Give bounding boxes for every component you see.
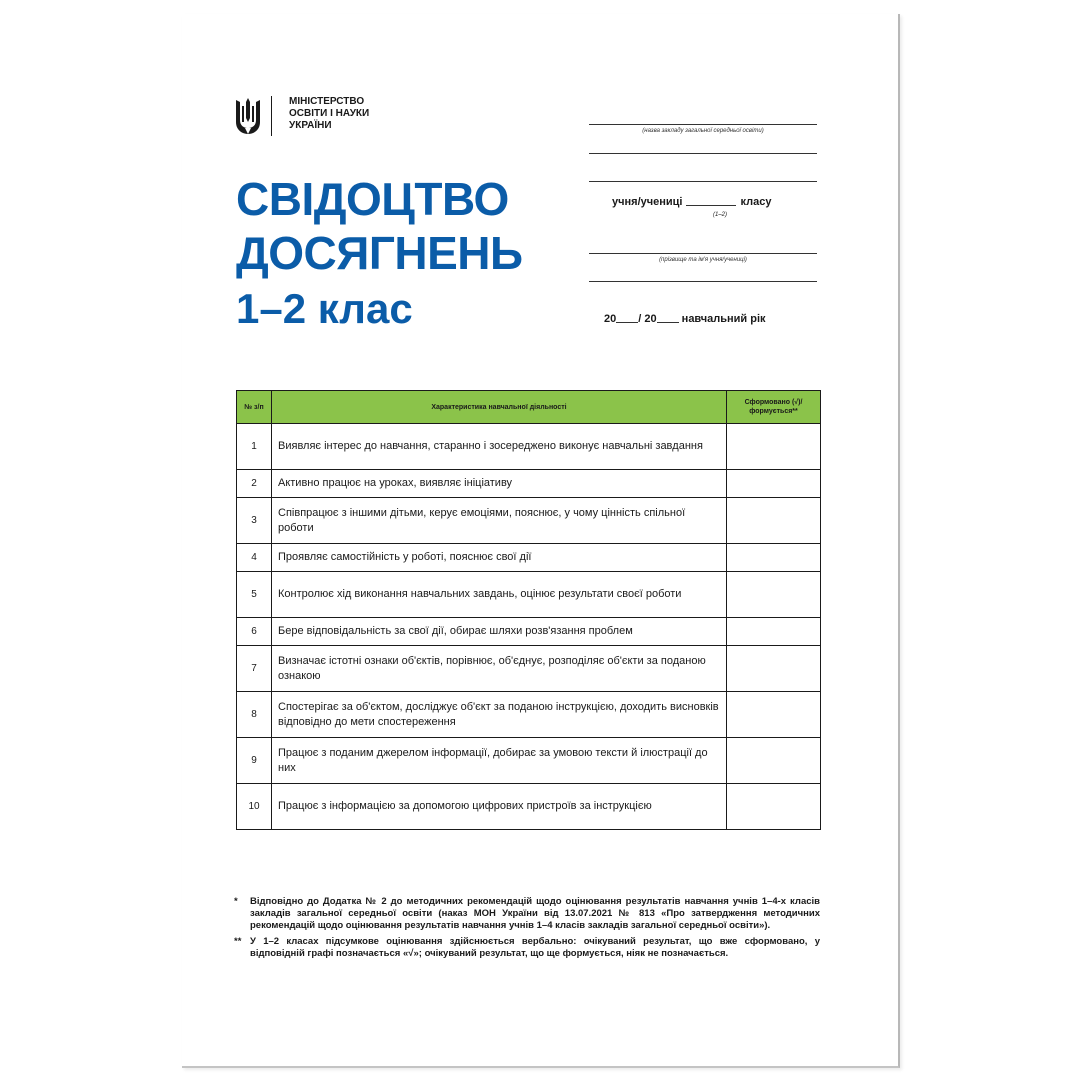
footnotes bbox=[234, 896, 820, 964]
row-mark-cell[interactable] bbox=[727, 692, 821, 738]
grade-title: 1–2 клас bbox=[236, 285, 413, 332]
footnote-mark: * bbox=[234, 896, 238, 907]
row-number: 5 bbox=[237, 572, 272, 618]
table-row bbox=[237, 498, 821, 544]
ministry-line: ОСВІТИ І НАУКИ bbox=[289, 108, 370, 119]
row-text: Спостерігає за об'єктом, досліджує об'єкт за поданою інструкцією, доходить висновків відповідно до мети спостереження bbox=[272, 692, 727, 738]
year-blank-2[interactable] bbox=[657, 322, 679, 323]
row-mark-cell[interactable] bbox=[727, 618, 821, 646]
ministry-name bbox=[289, 96, 369, 132]
table-row bbox=[237, 738, 821, 784]
row-text: Працює з інформацією за допомогою цифрових пристроїв за інструкцією bbox=[272, 784, 727, 830]
footnote bbox=[234, 936, 820, 960]
row-number: 1 bbox=[237, 424, 272, 470]
row-number: 2 bbox=[237, 470, 272, 498]
row-mark-cell[interactable] bbox=[727, 424, 821, 470]
class-label: класу bbox=[740, 196, 772, 208]
row-text: Визначає істотні ознаки об'єктів, порівнює, об'єднує, розподіляє об'єкти за поданою ознакою bbox=[272, 646, 727, 692]
row-mark-cell[interactable] bbox=[727, 498, 821, 544]
header-number: № з/п bbox=[237, 391, 272, 424]
row-mark-cell[interactable] bbox=[727, 784, 821, 830]
school-year-field bbox=[604, 313, 766, 325]
row-number: 6 bbox=[237, 618, 272, 646]
footnote-mark: ** bbox=[234, 936, 242, 947]
row-text: Працює з поданим джерелом інформації, добирає за умовою тексти й ілюстрації до них bbox=[272, 738, 727, 784]
row-mark-cell[interactable] bbox=[727, 738, 821, 784]
school-line-1 bbox=[589, 124, 817, 125]
row-number: 3 bbox=[237, 498, 272, 544]
footnote bbox=[234, 896, 820, 932]
row-mark-cell[interactable] bbox=[727, 646, 821, 692]
emblem-divider bbox=[271, 96, 272, 136]
row-mark-cell[interactable] bbox=[727, 544, 821, 572]
year-separator: / 20 bbox=[638, 313, 657, 325]
title-line: ДОСЯГНЕНЬ bbox=[236, 227, 523, 279]
footnote-text: Відповідно до Додатка № 2 до методичних рекомендацій щодо оцінювання результатів навчання учнів 1–4-х класів закладів загальної середньої освіти (наказ МОН України від 13.07.2021 № 813 «Про затвердження методичних рекомендацій щодо оцінювання результатів навчання учнів 1–4 класів закладів загальної середньої освіти»). bbox=[250, 896, 820, 931]
school-line-2 bbox=[589, 153, 817, 154]
title-line: СВІДОЦТВО bbox=[236, 173, 509, 225]
name-line-2 bbox=[589, 281, 817, 282]
year-label: навчальний рік bbox=[681, 313, 766, 325]
row-text: Бере відповідальність за свої дії, обирає шляхи розв'язання проблем bbox=[272, 618, 727, 646]
row-number: 4 bbox=[237, 544, 272, 572]
table-row bbox=[237, 692, 821, 738]
name-line bbox=[589, 253, 817, 254]
row-number: 9 bbox=[237, 738, 272, 784]
row-text: Співпрацює з іншими дітьми, керує емоціями, пояснює, у чому цінність спільної роботи bbox=[272, 498, 727, 544]
table-header-row bbox=[237, 391, 821, 424]
header-characteristic: Характеристика навчальної діяльності bbox=[272, 391, 727, 424]
table-row bbox=[237, 646, 821, 692]
school-hint: (назва закладу загальної середньої освіти) bbox=[642, 128, 764, 134]
table-row bbox=[237, 544, 821, 572]
pupil-label: учня/учениці bbox=[612, 196, 683, 208]
year-start: 20 bbox=[604, 313, 617, 325]
document-title bbox=[236, 172, 523, 280]
trident-emblem-icon bbox=[233, 96, 263, 136]
table-row bbox=[237, 470, 821, 498]
class-blank[interactable] bbox=[686, 205, 736, 206]
row-number: 10 bbox=[237, 784, 272, 830]
row-mark-cell[interactable] bbox=[727, 572, 821, 618]
footnote-text: У 1–2 класах підсумкове оцінювання здійснюється вербально: очікуваний результат, що вже сформовано, у відповідній графі позначається «√»; очікуваний результат, що ще формується, ніяк не позначається. bbox=[250, 936, 820, 959]
row-text: Активно працює на уроках, виявляє ініціативу bbox=[272, 470, 727, 498]
table-row bbox=[237, 424, 821, 470]
class-hint: (1–2) bbox=[713, 212, 728, 218]
row-text: Контролює хід виконання навчальних завдань, оцінює результати своєї роботи bbox=[272, 572, 727, 618]
table-row bbox=[237, 618, 821, 646]
row-text: Проявляє самостійність у роботі, пояснює свої дії bbox=[272, 544, 727, 572]
table-row bbox=[237, 784, 821, 830]
row-mark-cell[interactable] bbox=[727, 470, 821, 498]
row-number: 7 bbox=[237, 646, 272, 692]
row-text: Виявляє інтерес до навчання, старанно і зосереджено виконує навчальні завдання bbox=[272, 424, 727, 470]
row-number: 8 bbox=[237, 692, 272, 738]
table-row bbox=[237, 572, 821, 618]
name-hint: (прізвище та ім'я учня/учениці) bbox=[659, 257, 747, 263]
pupil-class-field bbox=[612, 196, 771, 208]
ministry-line: МІНІСТЕРСТВО bbox=[289, 96, 365, 107]
school-line-3 bbox=[589, 181, 817, 182]
ministry-line: УКРАЇНИ bbox=[289, 120, 332, 131]
year-blank-1[interactable] bbox=[616, 322, 638, 323]
achievements-table bbox=[236, 390, 821, 830]
header-status: Сформовано (√)/ формується** bbox=[727, 391, 821, 424]
